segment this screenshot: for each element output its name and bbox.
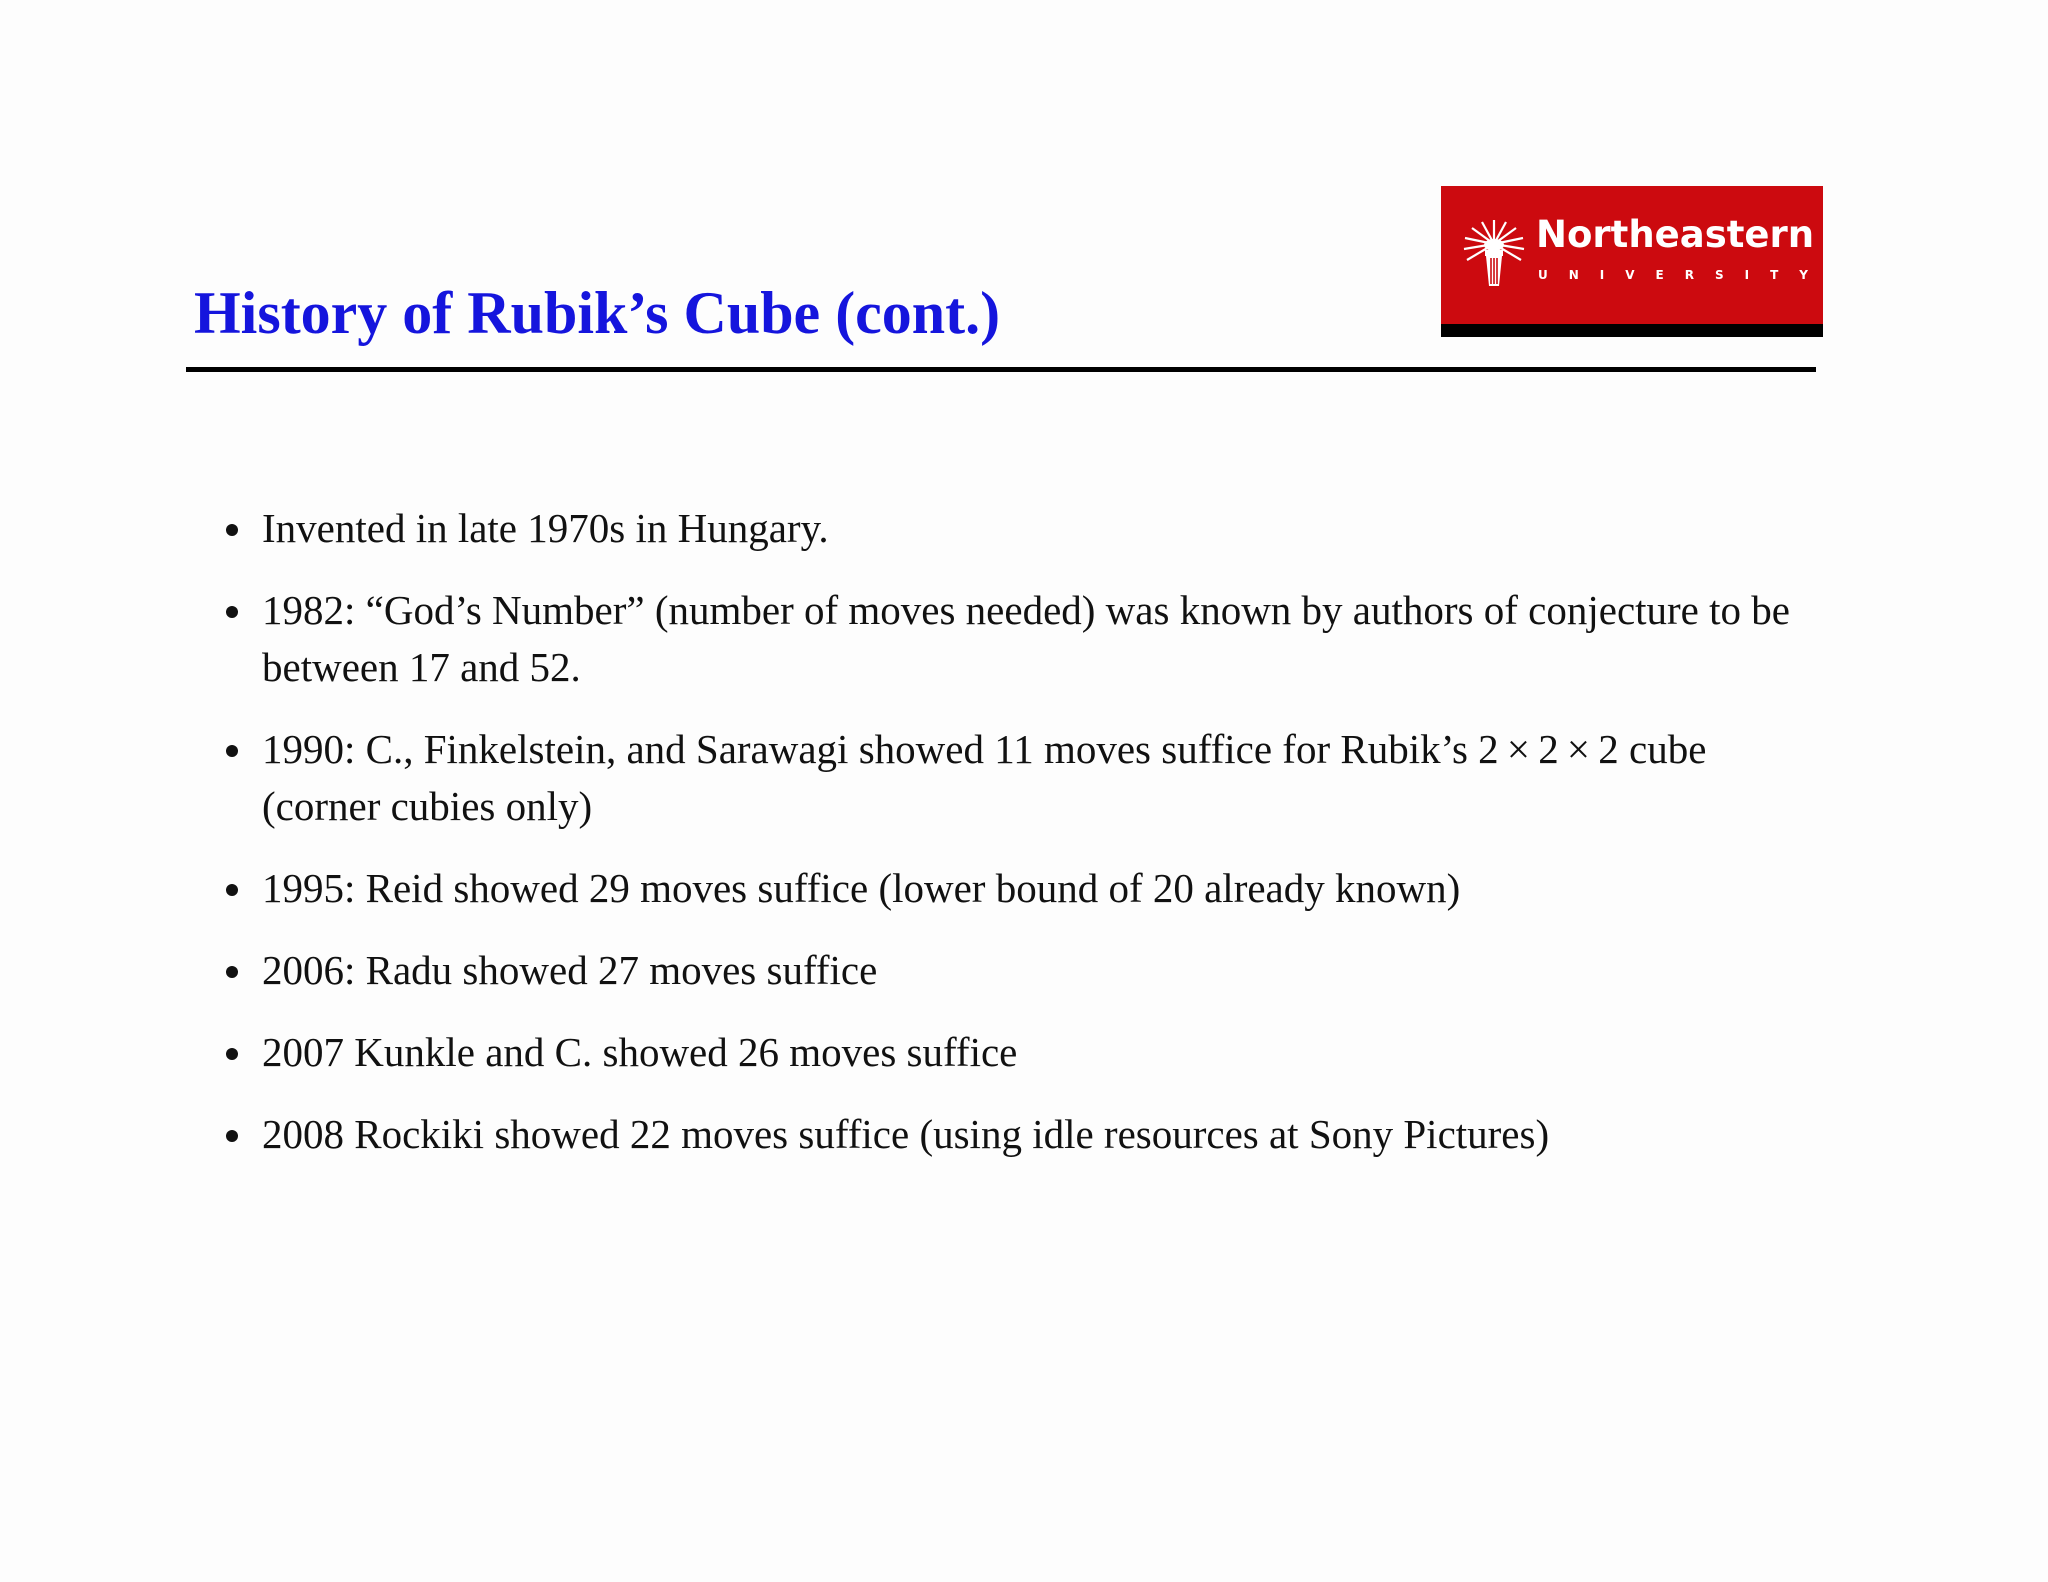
torch-emblem-icon [1461,218,1527,288]
slide-title: History of Rubik’s Cube (cont.) [194,280,1001,346]
bullet-item [222,721,1822,835]
logo-subtitle: UNIVERSITY [1538,268,1829,282]
bullet-item [222,1024,1822,1081]
bullet-text: 1990: C., Finkelstein, and Sarawagi showed 11 moves suffice for Rubik’s 2 × 2 × 2 cube (corner cubies only) [262,726,1707,829]
bullet-list [222,500,1822,1188]
bullet-item [222,1106,1822,1163]
bullet-text: 2008 Rockiki showed 22 moves suffice (using idle resources at Sony Pictures) [262,1111,1550,1157]
bullet-dot [226,745,238,757]
bullet-item [222,860,1822,917]
bullet-item [222,942,1822,999]
bullet-dot [226,966,238,978]
bullet-text: 2006: Radu showed 27 moves suffice [262,947,878,993]
logo-black-bar [1441,324,1823,337]
bullet-item [222,582,1822,696]
bullet-text: 1982: “God’s Number” (number of moves needed) was known by authors of conjecture to be between 17 and 52. [262,587,1790,690]
bullet-item [222,500,1822,557]
title-rule [186,367,1816,372]
bullet-text: Invented in late 1970s in Hungary. [262,505,829,551]
northeastern-logo [1441,186,1829,339]
bullet-text: 1995: Reid showed 29 moves suffice (lower bound of 20 already known) [262,865,1461,911]
logo-name: Northeastern [1536,213,1815,256]
bullet-dot [226,606,238,618]
bullet-dot [226,524,238,536]
bullet-dot [226,884,238,896]
bullet-text: 2007 Kunkle and C. showed 26 moves suffice [262,1029,1018,1075]
bullet-dot [226,1130,238,1142]
bullet-dot [226,1048,238,1060]
